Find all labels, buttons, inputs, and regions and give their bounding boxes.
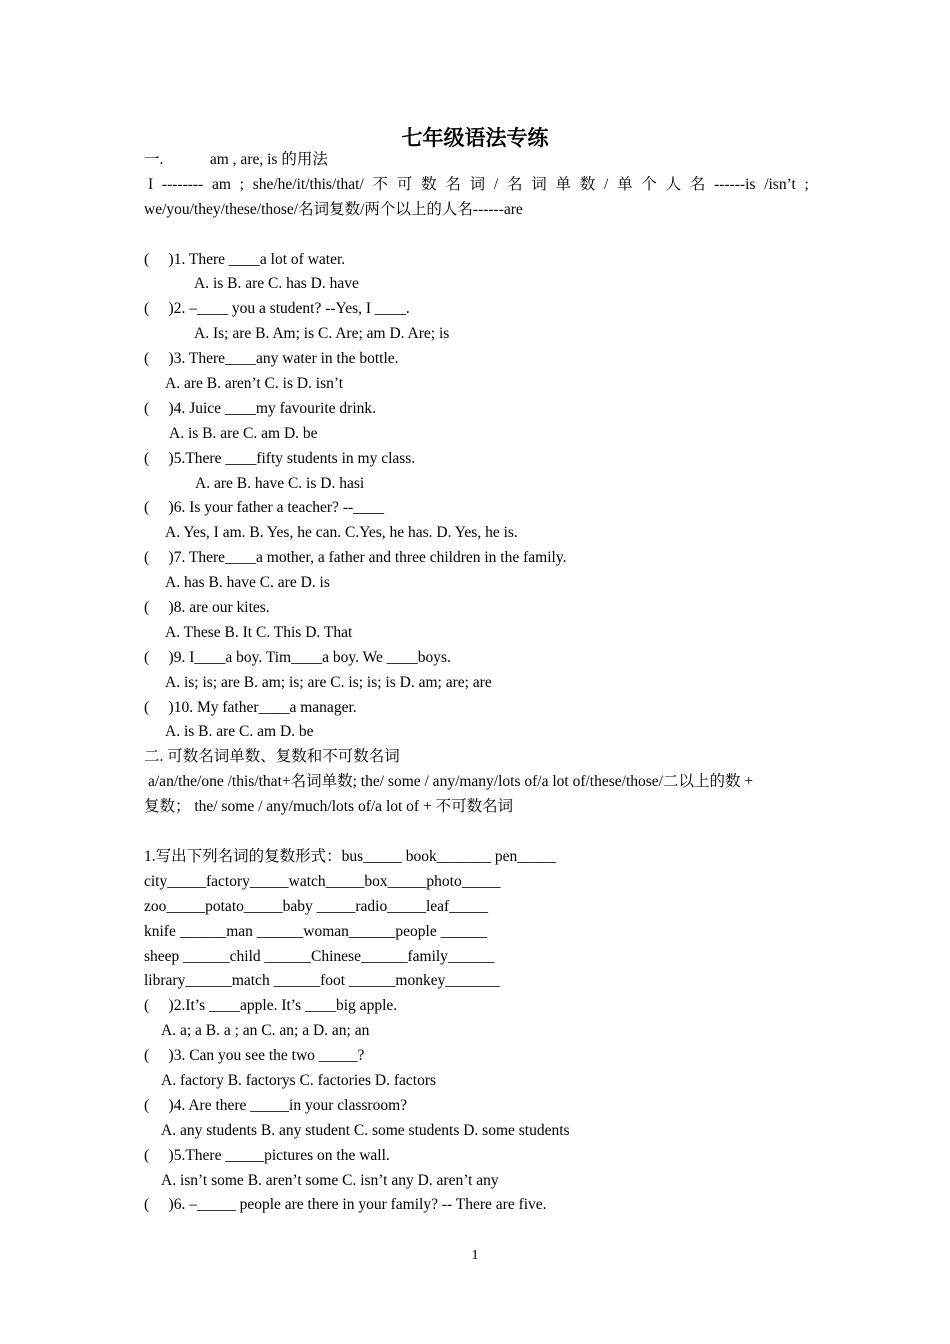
spacer xyxy=(144,223,809,248)
question-options: A. is; is; are B. am; is; are C. is; is; is D. am; are; are xyxy=(165,673,492,691)
question-stem: ( )1. There ____a lot of water. xyxy=(144,250,346,268)
rule-token: 人 xyxy=(665,175,682,193)
question-stem: ( )6. –_____ people are there in your family? -- There are five. xyxy=(144,1196,547,1214)
question-options: A. Yes, I am. B. Yes, he can. C.Yes, he has. D. Yes, he is. xyxy=(165,524,518,542)
question-stem: ( )6. Is your father a teacher? --____ xyxy=(144,499,385,517)
question-options: A. These B. It C. This D. That xyxy=(165,623,353,641)
question-options: A. are B. aren’t C. is D. isn’t xyxy=(165,375,344,393)
section1-heading: 一. am , are, is 的用法 xyxy=(144,151,328,168)
rule-token: 数 xyxy=(579,175,596,193)
rule-token: 词 xyxy=(531,175,547,193)
rule-token: 单 xyxy=(555,175,571,193)
question-options: A. Is; are B. Am; is C. Are; am D. Are; is xyxy=(194,325,450,343)
question-stem: ( )7. There____a mother, a father and three children in the family. xyxy=(144,549,567,567)
rule-token: am xyxy=(211,175,231,193)
section1-rule-line2: we/you/they/these/those/名词复数/两个以上的人名------are xyxy=(144,200,523,218)
rule-token: / xyxy=(604,175,609,193)
question-stem: ( )3. There____any water in the bottle. xyxy=(144,350,399,368)
page-number: 1 xyxy=(471,1248,479,1263)
rule-token: 数 xyxy=(421,175,437,193)
question-stem: ( )10. My father____a manager. xyxy=(144,698,357,716)
question-stem: ( )4. Juice ____my favourite drink. xyxy=(144,399,377,417)
rule-token: 个 xyxy=(641,175,657,193)
plural-exercise-line: city_____factory_____watch_____box_____photo_____ xyxy=(144,872,501,890)
rule-token: I xyxy=(148,175,154,193)
section1-rule-line1 xyxy=(144,173,809,198)
plural-exercise-line: zoo_____potato_____baby _____radio_____leaf_____ xyxy=(144,897,488,915)
question-options: A. a; a B. a ; an C. an; a D. an; an xyxy=(161,1022,370,1040)
rule-token: 名 xyxy=(506,175,523,193)
plural-exercise-line: knife ______man ______woman______people ______ xyxy=(144,922,488,940)
plural-exercise-line: 1.写出下列名词的复数形式：bus_____ book_______ pen_____ xyxy=(144,847,557,865)
question-options: A. has B. have C. are D. is xyxy=(165,574,330,592)
plural-exercise-line: sheep ______child ______Chinese______family______ xyxy=(144,947,495,965)
rule-token: -------- xyxy=(161,175,204,193)
rule-token: 名 xyxy=(689,175,706,193)
spacer xyxy=(144,820,809,845)
question-options: A. is B. are C. has D. have xyxy=(194,275,359,293)
rule-token: 可 xyxy=(396,175,413,193)
section2-heading: 二. 可数名词单数、复数和不可数名词 xyxy=(144,748,400,766)
worksheet-content xyxy=(144,148,809,1218)
page-title: 七年级语法专练 xyxy=(401,126,549,150)
rule-token: ; xyxy=(239,175,244,193)
rule-token: /isn’t xyxy=(764,175,796,193)
rule-token: / xyxy=(493,175,499,193)
question-stem: ( )5.There ____fifty students in my class. xyxy=(144,449,416,467)
rule-token: ; xyxy=(804,175,809,193)
question-stem: ( )8. are our kites. xyxy=(144,599,270,617)
question-stem: ( )5.There _____pictures on the wall. xyxy=(144,1146,390,1164)
rule-token: 不 xyxy=(372,175,389,193)
question-options: A. any students B. any student C. some students D. some students xyxy=(161,1121,570,1139)
question-stem: ( )3. Can you see the two _____? xyxy=(144,1047,365,1065)
question-stem: ( )2. –____ you a student? --Yes, I ____. xyxy=(144,300,410,318)
question-stem: ( )9. I____a boy. Tim____a boy. We ____boys. xyxy=(144,648,451,666)
rule-token: she/he/it/this/that/ xyxy=(252,175,364,193)
rule-token: 单 xyxy=(617,175,633,193)
question-options: A. factory B. factorys C. factories D. factors xyxy=(161,1071,437,1089)
rule-token: 名 xyxy=(445,175,461,193)
rule-token: 词 xyxy=(469,175,486,193)
section2-rule-line1: a/an/the/one /this/that+名词单数; the/ some / any/many/lots of/a lot of/these/those/二以上的数 + xyxy=(148,773,754,791)
question-options: A. isn’t some B. aren’t some C. isn’t any D. aren’t any xyxy=(161,1171,499,1189)
section2-rule-line2: 复数； the/ some / any/much/lots of/a lot of + 不可数名词 xyxy=(144,798,514,816)
question-options: A. is B. are C. am D. be xyxy=(165,723,314,741)
rule-token: ------is xyxy=(714,175,756,193)
question-options: A. is B. are C. am D. be xyxy=(169,424,318,442)
question-stem: ( )2.It’s ____apple. It’s ____big apple. xyxy=(144,997,398,1015)
plural-exercise-line: library______match ______foot ______monkey_______ xyxy=(144,972,500,990)
question-options: A. are B. have C. is D. hasi xyxy=(195,474,365,492)
question-stem: ( )4. Are there _____in your classroom? xyxy=(144,1096,408,1114)
